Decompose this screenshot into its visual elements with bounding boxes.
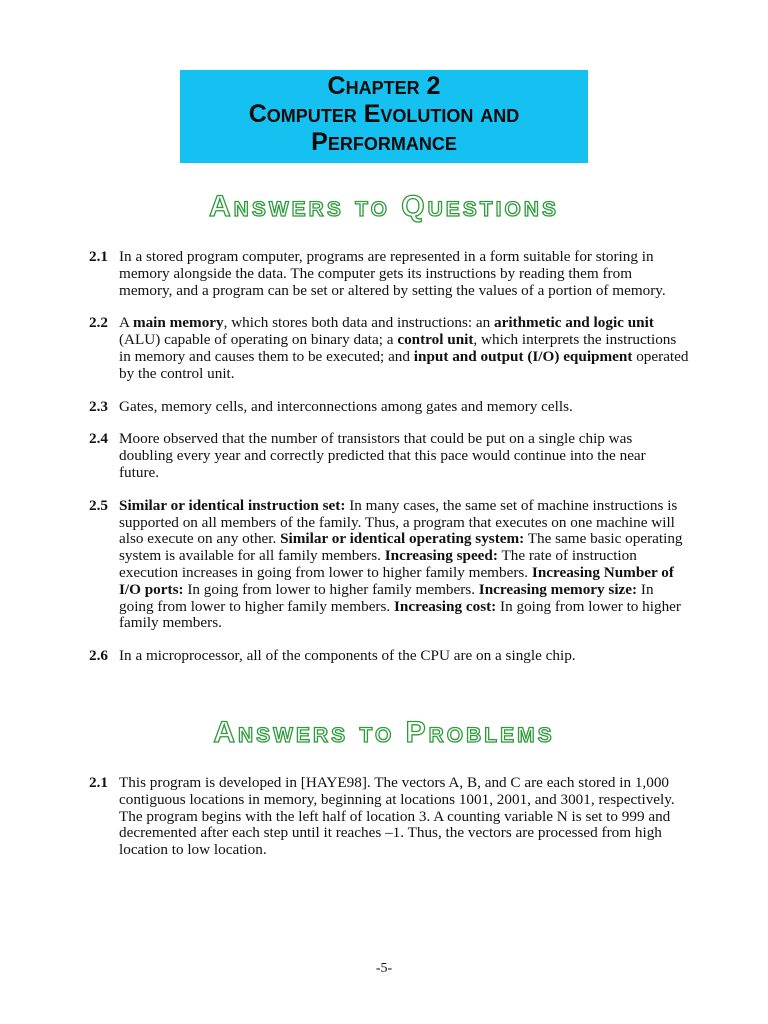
chapter-number: Chapter 2	[327, 72, 441, 100]
question-answer-item	[89, 431, 689, 481]
answer-number: 2.1	[89, 774, 108, 791]
chapter-title-line-2: Performance	[311, 128, 457, 156]
answer-number: 2.3	[89, 397, 108, 415]
answer-text	[119, 398, 573, 415]
answer-number: 2.1	[89, 248, 108, 265]
answer-text-segment: In going from lower to higher family members.	[183, 580, 479, 598]
problems-heading: Answers to Problems	[213, 716, 555, 749]
answer-bold-term: Increasing speed:	[384, 547, 498, 565]
answer-bold-term: Increasing cost:	[394, 597, 497, 615]
answer-text-segment: Gates, memory cells, and interconnections among gates and memory cells.	[119, 397, 573, 415]
answer-text	[119, 430, 646, 481]
answer-text	[119, 774, 675, 858]
answer-text-segment: , which stores both data and instructions: an	[223, 314, 494, 332]
answer-bold-term: input and output (I/O) equipment	[413, 347, 633, 365]
answer-text-segment: This program is developed in [HAYE98]. The vectors A, B, and C are each stored in 1,000 contiguous locations in memory, beginning at locations 1001, 2001, and 3001, respectively. The program begins with the left half of location 3. A counting variable N is set to 999 and decremented after each step until it reaches –1. Thus, the vectors are processed from high location to low location.	[119, 774, 675, 859]
question-answer-item	[89, 399, 689, 416]
question-answers-list	[89, 249, 689, 681]
answer-text	[119, 314, 688, 381]
answer-text-segment: , which interprets the instructions in memory and causes them to be executed; and	[119, 331, 677, 365]
answer-bold-term: Similar or identical operating system:	[280, 530, 525, 548]
answer-text	[119, 248, 666, 299]
question-answer-item	[89, 249, 689, 299]
answer-number: 2.6	[89, 647, 108, 665]
question-answer-item	[89, 648, 689, 665]
answer-text-segment: (ALU) capable of operating on binary data; a	[119, 331, 398, 349]
answer-bold-term: Increasing memory size:	[478, 580, 638, 598]
answer-bold-term: control unit	[397, 331, 474, 349]
answer-text-segment: A	[119, 314, 133, 332]
page-number: -5-	[375, 961, 393, 976]
answer-bold-term: arithmetic and logic unit	[494, 314, 654, 332]
answer-bold-term: main memory	[132, 314, 224, 332]
chapter-title-box	[180, 70, 588, 163]
problem-answer-item	[89, 775, 689, 859]
answer-text-segment: In a microprocessor, all of the components of the CPU are on a single chip.	[119, 647, 576, 665]
questions-heading: Answers to Questions	[209, 190, 559, 223]
question-answer-item	[89, 498, 689, 632]
answer-text-segment: In many cases, the same set of machine instructions is supported on all members of the family. Thus, a program that executes on one machine will also execute on any other.	[119, 496, 678, 548]
answer-text	[119, 497, 683, 632]
answer-text-segment: In going from lower to higher family members.	[119, 580, 654, 615]
answer-bold-term: Similar or identical instruction set:	[119, 496, 346, 514]
problem-answers-list	[89, 775, 689, 875]
answer-text-segment: In going from lower to higher family members.	[119, 597, 681, 632]
question-answer-item	[89, 315, 689, 382]
chapter-title-line-1: Computer Evolution and	[248, 100, 520, 128]
answer-text-segment: Moore observed that the number of transistors that could be put on a single chip was doubling every year and correctly predicted that this pace would continue into the near future.	[119, 430, 646, 481]
answer-text-segment: The rate of instruction execution increases in going from lower to higher family members.	[119, 547, 637, 581]
answer-bold-term: Increasing Number of I/O ports:	[119, 563, 674, 598]
answer-number: 2.5	[89, 496, 108, 514]
answer-text-segment: The same basic operating system is available for all family members.	[119, 530, 683, 565]
answer-number: 2.4	[89, 430, 108, 448]
answer-text-segment: In a stored program computer, programs are represented in a form suitable for storing in memory alongside the data. The computer gets its instructions by reading them from memory, and a program can be set or altered by setting the values of a portion of memory.	[119, 248, 666, 299]
answer-text	[119, 647, 576, 664]
answer-number: 2.2	[89, 314, 108, 332]
answer-text-segment: operated by the control unit.	[119, 347, 689, 382]
